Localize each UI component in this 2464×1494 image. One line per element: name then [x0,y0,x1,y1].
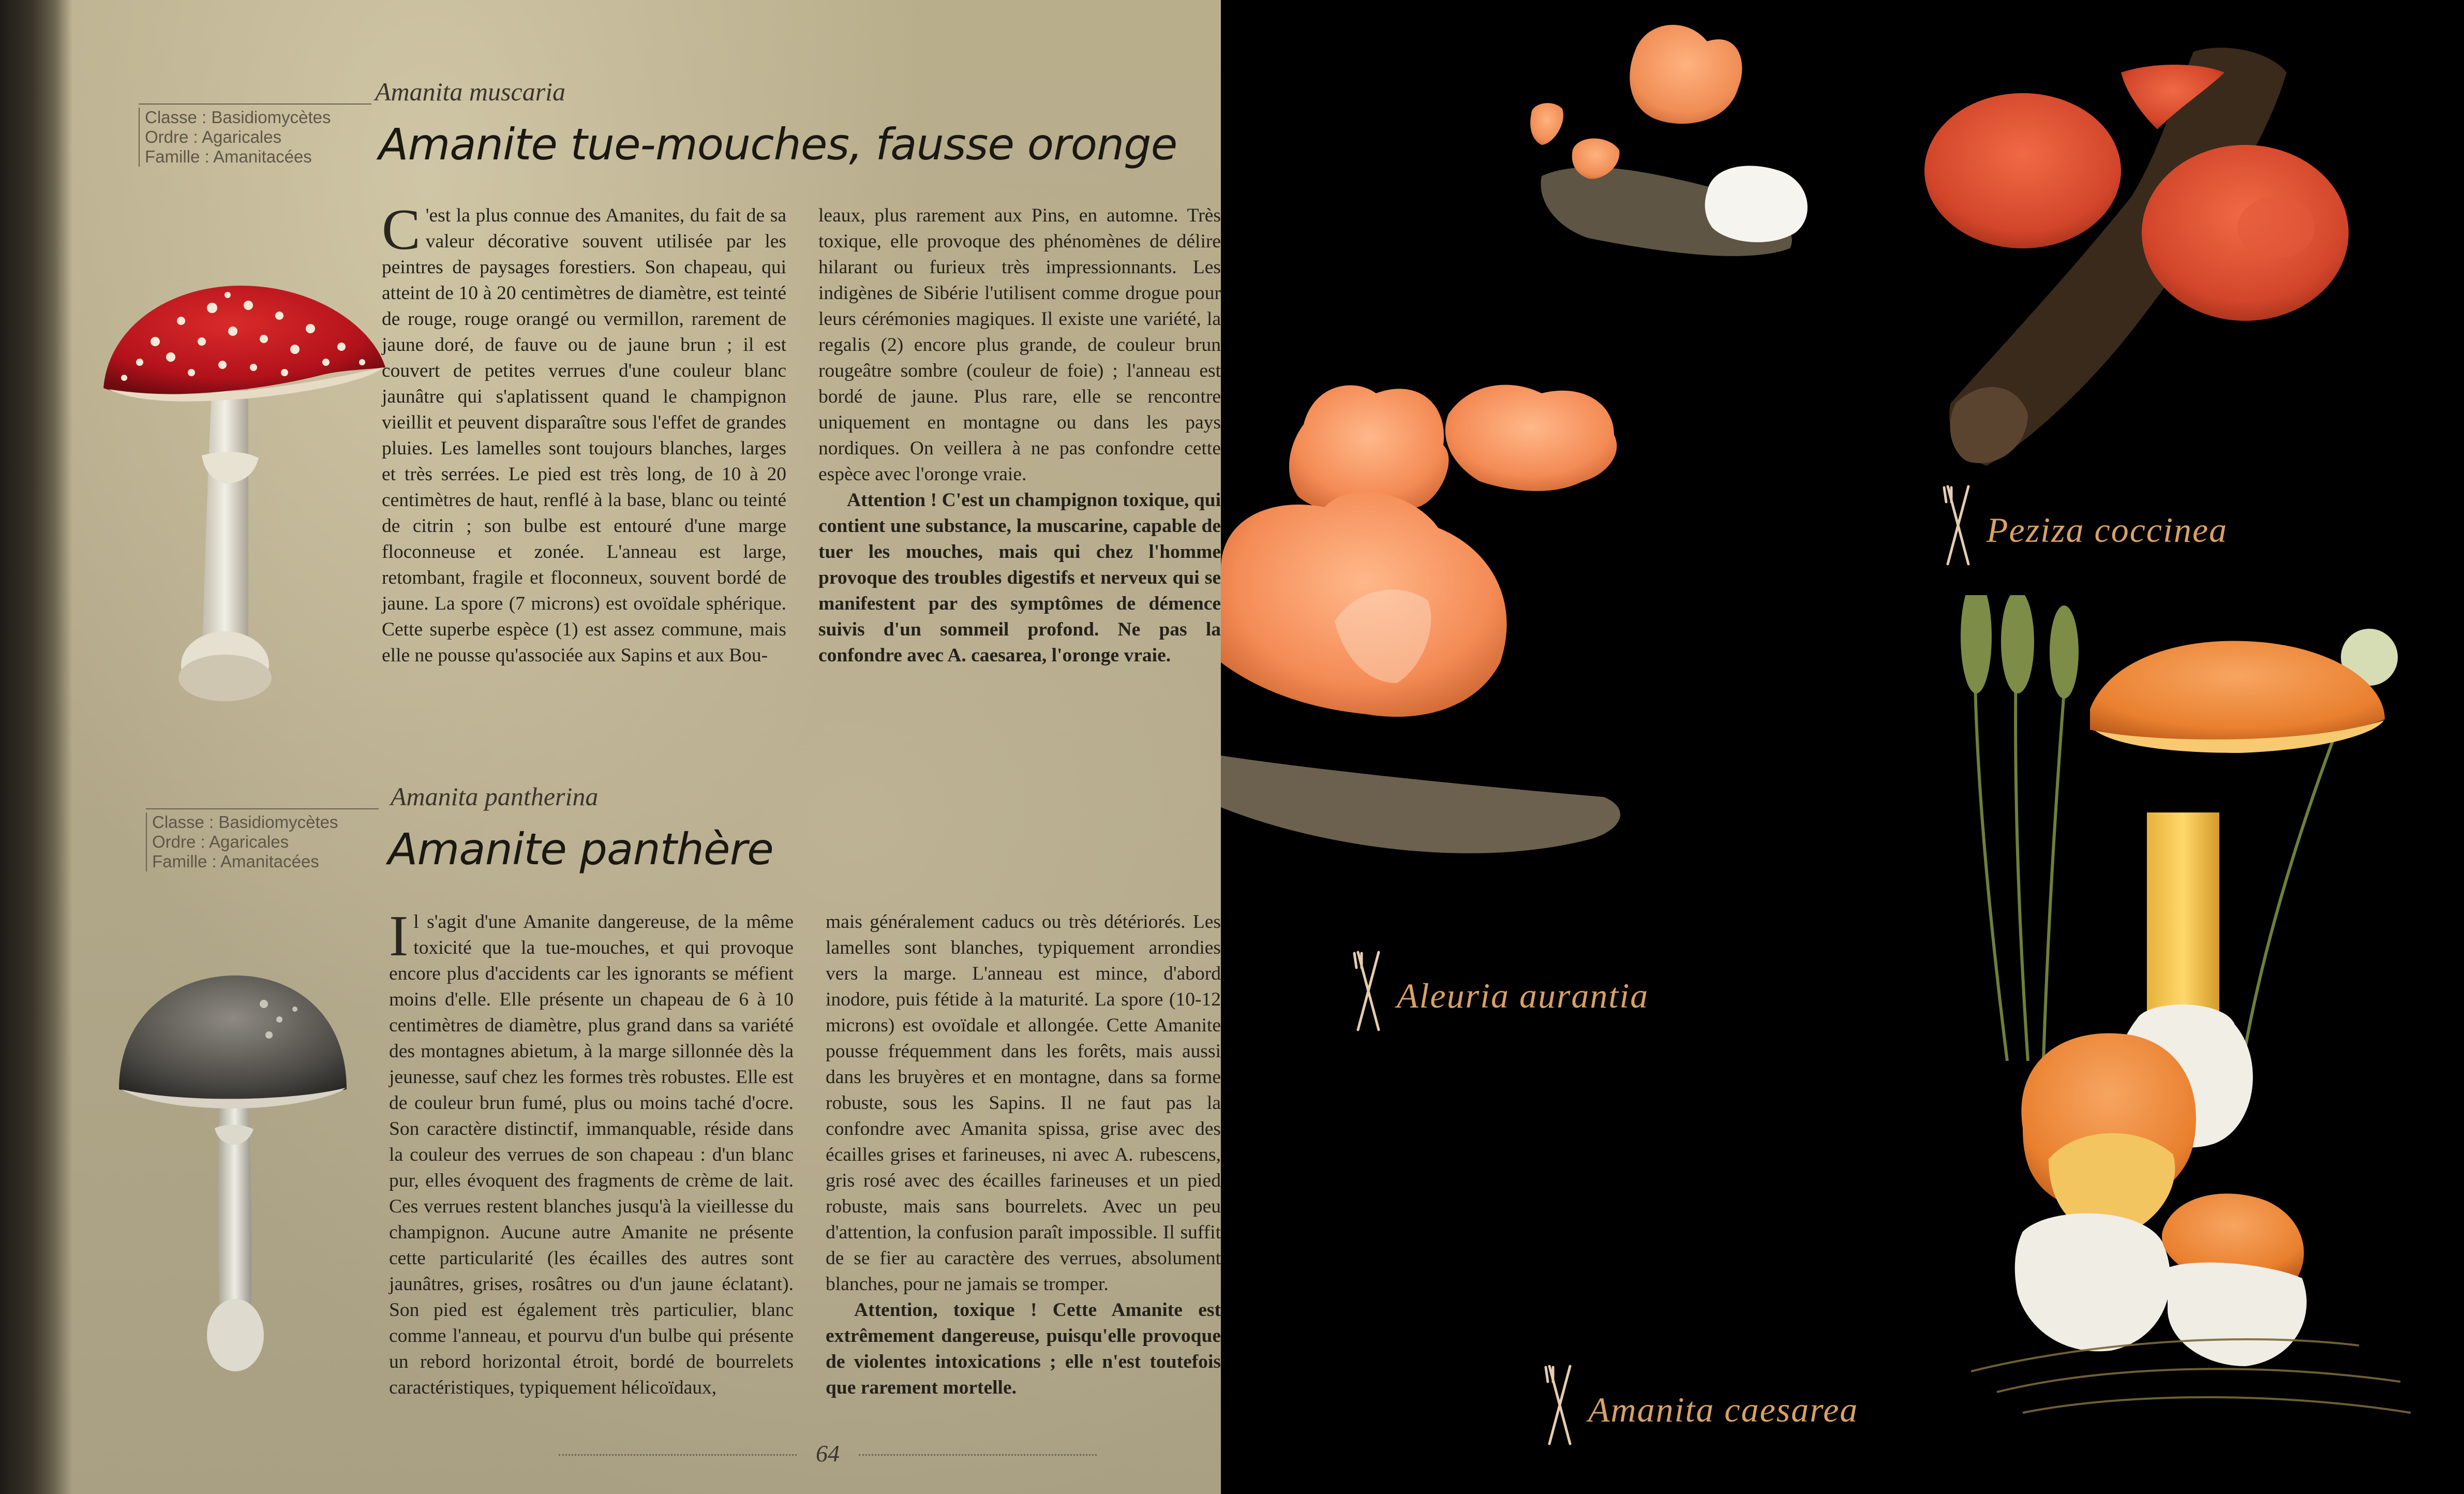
classification-class: Classe : Basidiomycètes [145,108,331,127]
classification-box-muscaria [139,108,372,167]
classification-rule [146,808,379,809]
fork-knife-icon [1940,481,1976,569]
drop-cap: C [382,198,421,262]
body-text: mais généralement caducs ou très détériorés. Les lamelles sont blanches, typiquement arrondies vers la marge. L'anneau est mince, d'abord inodore, puis fétide à la maturité. La spore (10-12 microns) est ovoïdale et allongée. Cette Amanite pousse fréquemment dans les forêts, mais aussi dans les bruyères et en montagne, dans sa forme robuste, sous les Sapins. Il ne faut pas la confondre avec Amanita spissa, grise avec des écailles grises et farineuses, ni avec A. rubescens, gris rosé avec des écailles farineuses et un pied robuste, mais sans bourrelets. Avec un peu d'attention, la confusion paraît impossible. Il suffit de se fier au caractère des verrues, absolument blanches, pour ne jamais se tromper. [826,911,1221,1295]
common-name-muscaria: Amanite tue-mouches, fausse oronge [379,119,1177,170]
caption-text: Amanita caesarea [1588,1390,1859,1429]
aleuria-aurantia-illustration [1221,290,1800,931]
footer-ornament-right [859,1454,1097,1457]
warning-text: Attention ! C'est un champignon toxique, qui contient une substance, la muscarine, capable de tuer les mouches, mais qui chez l'homme provoque des troubles digestifs et nerveux qui se manifestent par des symptômes de démence suivis d'un sommeil profond. Ne pas la confondre avec A. caesarea, l'oronge vraie. [818,490,1221,666]
warning-text: Attention, toxique ! Cette Amanite est extrêmement dangereuse, puisqu'elle provoque de violentes intoxications ; elle n'est toutefois que rarement mortelle. [826,1299,1221,1398]
body-text: 'est la plus connue des Amanites, du fait de sa valeur décorative souvent utilisée par les peintres de paysages forestiers. Son chapeau, qui atteint de 10 à 20 centimètres de diamètre, est teinté de rouge, rouge orangé ou vermillon, rarement de jaune doré, de fauve ou de jaune brun ; il est couvert de petites verrues d'une couleur blanc jaunâtre qui s'aplatissent quand le champignon vieillit et peuvent disparaître sous l'effet de grandes pluies. Les lamelles sont toujours blanches, larges et très serrées. Le pied est très long, de 10 à 20 centimètres de haut, renflé à la base, blanc ou teinté de citrin ; son bulbe est entouré d'une marge floconneuse et zonée. L'anneau est large, retombant, fragile et floconneux, souvent bordé de jaune. La spore (7 microns) est ovoïdale sphérique. Cette superbe espèce (1) est assez commune, mais elle ne pousse qu'associée aux Sapins et aux Bou- [382,205,786,666]
text-column-muscaria-1 [382,198,786,669]
drop-cap: I [389,904,409,968]
small-cups-illustration [1511,21,1873,310]
page-number: 64 [816,1440,840,1467]
fork-knife-icon [1350,947,1386,1035]
caption-text: Aleuria aurantia [1397,976,1649,1015]
peziza-coccinea-illustration [1914,41,2406,486]
classification-order: Ordre : Agaricales [152,832,289,851]
classification-class: Classe : Basidiomycètes [152,812,338,832]
text-column-pantherina-1 [389,904,794,1401]
fly-agaric-illustration [93,279,393,719]
classification-order: Ordre : Agaricales [145,127,282,146]
body-text: l s'agit d'une Amanite dangereuse, de la même toxicité que la tue-mouches, et qui provoque encore plus d'accidents car les ignorants se méfient moins d'elle. Elle présente un chapeau de 6 à 10 centimètres de diamètre, plus grand dans sa variété des montagnes abietum, à la marge sillonnée dès la jeunesse, sauf chez les formes très robustes. Elle est de couleur brun fumé, plus ou moins taché d'ocre. Son caractère distinctif, immanquable, réside dans la couleur des verrues de son chapeau : d'un blanc pur, elles évoquent des fragments de crème de lait. Ces verrues restent blanches jusqu'à la vieillesse du champignon. Aucune autre Amanite ne présente cette particularité (les écailles des autres sont jaunâtres, grises, rosâtres ou d'un jaune éclatant). Son pied est également très particulier, blanc comme l'anneau, et pourvu d'un bulbe qui présente un rebord horizontal étroit, bordé de bourrelets caractéristiques, typiquement hélicoïdaux, [389,911,794,1398]
caption-text: Peziza coccinea [1987,510,2228,550]
left-page [0,0,1221,1494]
footer-ornament-left [559,1454,797,1457]
classification-box-pantherina [146,812,380,871]
fork-knife-icon [1542,1361,1578,1449]
classification-family: Famille : Amanitacées [145,147,312,166]
latin-name-muscaria: Amanita muscaria [375,77,566,106]
page-footer [538,1440,1117,1471]
right-page [1221,0,2464,1494]
body-text: leaux, plus rarement aux Pins, en automne. Très toxique, elle provoque des phénomènes de délire hilarant ou furieux très impressionnants. Les indigènes de Sibérie l'utilisent comme drogue pour leurs cérémonies magiques. Il existe une variété, la regalis (2) encore plus grande, de couleur brun rougeâtre sombre (couleur de foie) ; l'anneau est bordé de jaune. Plus rare, elle se rencontre uniquement en montagne ou dans les pays nordiques. On veillera à ne pas confondre cette espèce avec l'oronge vraie. [818,205,1221,485]
page-spine-shadow [0,0,72,1494]
text-column-muscaria-2 [818,203,1221,669]
classification-family: Famille : Amanitacées [152,852,319,871]
text-column-pantherina-2 [826,909,1221,1401]
panther-cap-illustration [114,973,352,1377]
latin-name-pantherina: Amanita pantherina [391,782,599,811]
classification-rule [139,103,371,105]
common-name-pantherina: Amanite panthère [388,824,773,875]
amanita-caesarea-illustration [1893,595,2462,1475]
